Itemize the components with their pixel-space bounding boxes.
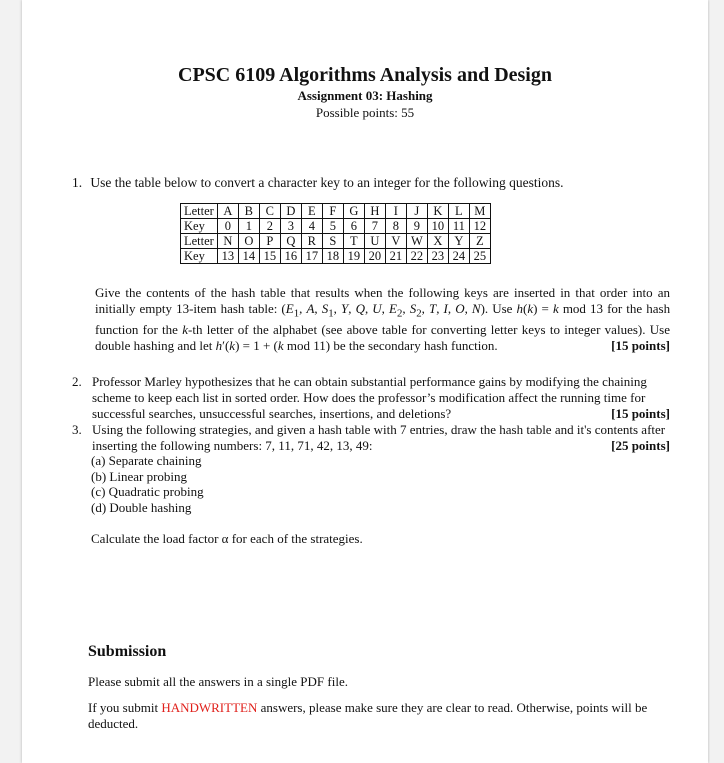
- table-cell: 15: [259, 249, 280, 264]
- table-cell: 14: [238, 249, 259, 264]
- list-item: (c) Quadratic probing: [91, 484, 204, 499]
- table-cell: 2: [259, 219, 280, 234]
- assignment-subtitle: Assignment 03: Hashing: [297, 88, 433, 103]
- table-cell: 5: [322, 219, 343, 234]
- table-cell: O: [238, 234, 259, 249]
- table-cell: D: [280, 204, 301, 219]
- table-cell: J: [406, 204, 427, 219]
- question-3-points: [25 points]: [611, 438, 670, 453]
- table-cell: 9: [406, 219, 427, 234]
- question-text: Use the table below to convert a character key to an integer for the following questions.: [90, 175, 564, 190]
- table-cell: N: [217, 234, 238, 249]
- question-number: 1.: [72, 175, 83, 190]
- table-cell: 21: [385, 249, 406, 264]
- question-1-prompt: [72, 175, 563, 191]
- table-cell: 19: [343, 249, 364, 264]
- table-cell: 0: [217, 219, 238, 234]
- table-cell: T: [343, 234, 364, 249]
- table-row: [181, 219, 491, 234]
- table-cell: R: [301, 234, 322, 249]
- table-cell: 20: [364, 249, 385, 264]
- table-cell: 3: [280, 219, 301, 234]
- table-cell: A: [217, 204, 238, 219]
- table-cell: W: [406, 234, 427, 249]
- table-cell: 6: [343, 219, 364, 234]
- question-number: 3.: [72, 422, 82, 437]
- table-cell: H: [364, 204, 385, 219]
- table-cell: 18: [322, 249, 343, 264]
- table-cell: M: [469, 204, 490, 219]
- table-cell: U: [364, 234, 385, 249]
- table-cell: C: [259, 204, 280, 219]
- row-label: Letter: [181, 234, 218, 249]
- question-3: [72, 422, 670, 454]
- warning-text-start: If you submit: [88, 700, 162, 715]
- table-cell: V: [385, 234, 406, 249]
- table-cell: 23: [427, 249, 448, 264]
- table-cell: G: [343, 204, 364, 219]
- table-cell: 1: [238, 219, 259, 234]
- table-cell: P: [259, 234, 280, 249]
- handwritten-highlight: HANDWRITTEN: [161, 700, 258, 715]
- question-3-text: Using the following strategies, and given a hash table with 7 entries, draw the hash table and it's contents after inserting the following numbers: 7, 11, 71, 42, 13, 49:: [92, 422, 666, 453]
- question-1-body: Give the contents of the hash table that results when the following keys are inserted in that order into an initially empty 13-item hash table: ($E_1$, A, $S_1$, Y, Q, U, $E_2$, $S_2$, T, I, O, N). Use h(k) = k mod 13 for the hash function for the k-th letter of the alphabet (see above table for converting letter keys to integer values). Use double hashing and let h′(k) = 1 + (k mod 11) be the secondary hash function. [15 points]: [95, 285, 671, 353]
- table-cell: 11: [448, 219, 469, 234]
- table-cell: 7: [364, 219, 385, 234]
- table-cell: 13: [217, 249, 238, 264]
- warning-text-end: answers, please make sure they are clear to read. Otherwise, points will be deducted.: [88, 700, 648, 731]
- table-row: [181, 234, 491, 249]
- table-cell: K: [427, 204, 448, 219]
- table-cell: L: [448, 204, 469, 219]
- strategy-list: [91, 453, 204, 515]
- table-cell: 25: [469, 249, 490, 264]
- list-item: (d) Double hashing: [91, 499, 192, 515]
- table-cell: X: [427, 234, 448, 249]
- question-1-points: [15 points]: [611, 337, 670, 353]
- table-cell: 4: [301, 219, 322, 234]
- table-cell: F: [322, 204, 343, 219]
- row-label: Letter: [181, 204, 218, 219]
- load-factor-instruction: Calculate the load factor α for each of the strategies.: [91, 531, 363, 546]
- letter-key-table: [180, 203, 491, 264]
- table-cell: 16: [280, 249, 301, 264]
- table-cell: 17: [301, 249, 322, 264]
- submission-instruction: Please submit all the answers in a single PDF file.: [88, 674, 348, 689]
- table-cell: Q: [280, 234, 301, 249]
- vertical-scrollbar[interactable]: [710, 0, 724, 763]
- table-cell: S: [322, 234, 343, 249]
- table-cell: 24: [448, 249, 469, 264]
- table-cell: 10: [427, 219, 448, 234]
- table-cell: Y: [448, 234, 469, 249]
- row-label: Key: [181, 249, 218, 264]
- question-2: [72, 374, 670, 422]
- question-2-points: [15 points]: [611, 406, 670, 421]
- list-item: (b) Linear probing: [91, 468, 188, 484]
- table-cell: Z: [469, 234, 490, 249]
- table-cell: I: [385, 204, 406, 219]
- question-number: 2.: [72, 374, 82, 389]
- page-title: CPSC 6109 Algorithms Analysis and Design: [178, 64, 552, 86]
- submission-heading: Submission: [88, 643, 167, 660]
- document-page: [22, 0, 708, 763]
- table-cell: B: [238, 204, 259, 219]
- table-cell: E: [301, 204, 322, 219]
- question-2-text: Professor Marley hypothesizes that he can obtain substantial performance gains by modifying the chaining scheme to keep each list in sorted order. How does the professor’s modification affect the running time for successful searches, unsuccessful searches, insertions, and deletions?: [92, 374, 647, 421]
- table-cell: 12: [469, 219, 490, 234]
- list-item: (a) Separate chaining: [91, 453, 202, 468]
- table-row: [181, 249, 491, 264]
- submission-warning: [88, 700, 678, 732]
- table-cell: 8: [385, 219, 406, 234]
- table-cell: 22: [406, 249, 427, 264]
- row-label: Key: [181, 219, 218, 234]
- possible-points: Possible points: 55: [315, 105, 415, 120]
- table-row: [181, 204, 491, 219]
